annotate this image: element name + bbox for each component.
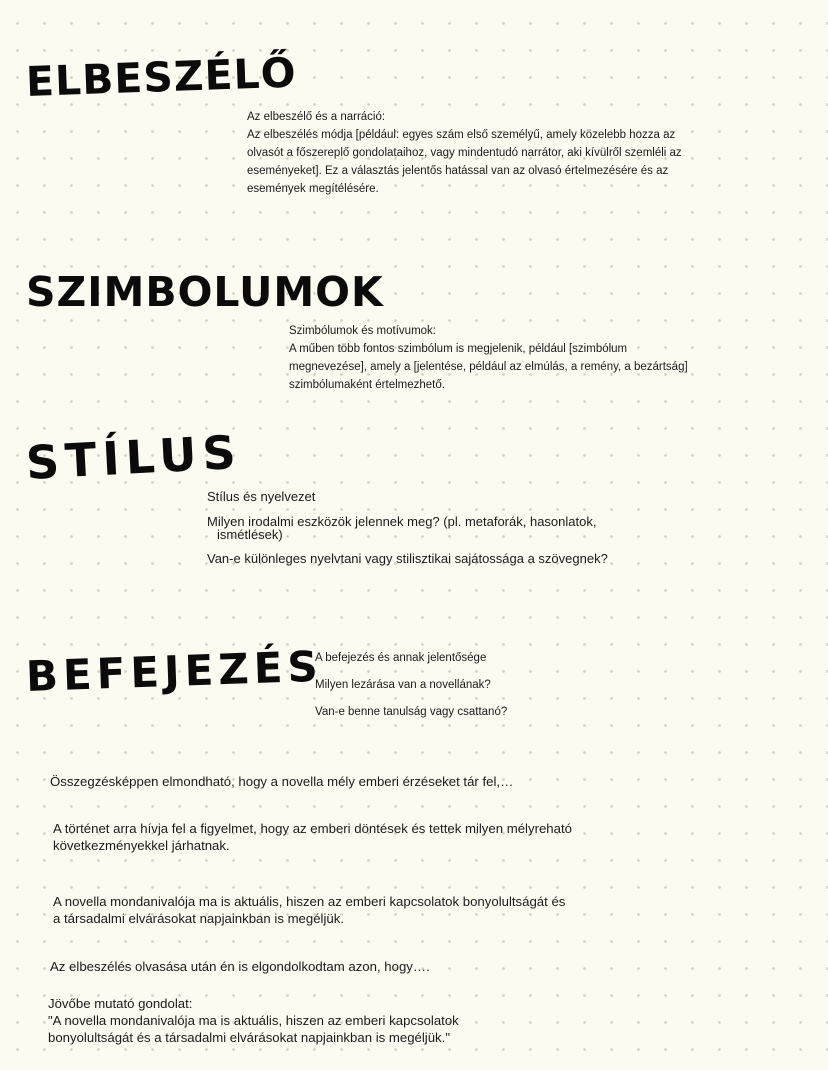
conclusion-paragraph-3	[53, 893, 565, 927]
symbols-title: Szimbólumok és motívumok:	[289, 325, 436, 337]
conclusion-line: Az elbeszélés olvasása után én is elgondolkodtam azon, hogy….	[50, 959, 430, 974]
style-question-1-line: ismétlések)	[217, 527, 283, 542]
conclusion-line: következményekkel járhatnak.	[53, 838, 230, 853]
heading-symbols: SZIMBOLUMOK	[26, 268, 384, 316]
future-thought-quote: bonyolultságát és a társadalmi elvárásokat napjainkban is megéljük."	[48, 1030, 450, 1045]
narrator-line: események megítélésére.	[247, 183, 379, 195]
future-thought-quote: "A novella mondanivalója ma is aktuális, hiszen az emberi kapcsolatok	[48, 1013, 459, 1028]
ending-question-2: Van-e benne tanulság vagy csattanó?	[315, 706, 508, 718]
conclusion-line: Összegzésképpen elmondható, hogy a novella mély emberi érzéseket tár fel,…	[50, 774, 514, 789]
conclusion-paragraph-1	[50, 773, 513, 790]
narrator-line: Az elbeszélés módja [például: egyes szám első személyű, amely közelebb hozza az	[247, 129, 676, 141]
style-question-1	[207, 515, 608, 541]
future-thought-title: Jövőbe mutató gondolat:	[48, 996, 193, 1011]
conclusion-paragraph-4	[50, 958, 430, 975]
symbols-text	[289, 322, 688, 394]
heading-ending: BEFEJEZÉS	[25, 641, 324, 701]
narrator-line: olvasót a főszereplő gondolataihoz, vagy mindentudó narrátor, aki kívülről szemléli az	[247, 147, 682, 159]
narrator-line: eseményeket]. Ez a választás jelentős hatással van az olvasó értelmezésére és az	[247, 165, 669, 177]
symbols-line: megnevezése], amely a [jelentése, például az elmúlás, a remény, a bezártság]	[289, 361, 688, 373]
ending-question-1: Milyen lezárása van a novellának?	[315, 679, 491, 691]
conclusion-line: A novella mondanivalója ma is aktuális, hiszen az emberi kapcsolatok bonyolultságát és	[53, 894, 566, 909]
style-title: Stílus és nyelvezet	[207, 489, 316, 504]
heading-narrator: ELBESZÉLŐ	[25, 48, 298, 106]
style-text	[207, 488, 608, 567]
conclusion-paragraph-2	[53, 820, 572, 854]
narrator-title: Az elbeszélő és a narráció:	[247, 111, 386, 123]
conclusion-line: A történet arra hívja fel a figyelmet, hogy az emberi döntések és tettek milyen mélyreható	[53, 821, 572, 836]
conclusion-line: a társadalmi elvárásokat napjainkban is megéljük.	[53, 911, 345, 926]
heading-style: STÍLUS	[24, 424, 243, 490]
narrator-text	[247, 108, 682, 198]
symbols-line: szimbólumaként értelmezhető.	[289, 379, 445, 391]
style-question-1-line: Milyen irodalmi eszközök jelennek meg? (pl. metaforák, hasonlatok,	[207, 514, 597, 529]
future-thought	[48, 995, 459, 1046]
symbols-line: A műben több fontos szimbólum is megjelenik, például [szimbólum	[289, 343, 628, 355]
style-question-2: Van-e különleges nyelvtani vagy stilisztikai sajátossága a szövegnek?	[207, 551, 608, 566]
ending-title: A befejezés és annak jelentősége	[315, 652, 487, 664]
ending-text	[315, 651, 507, 720]
